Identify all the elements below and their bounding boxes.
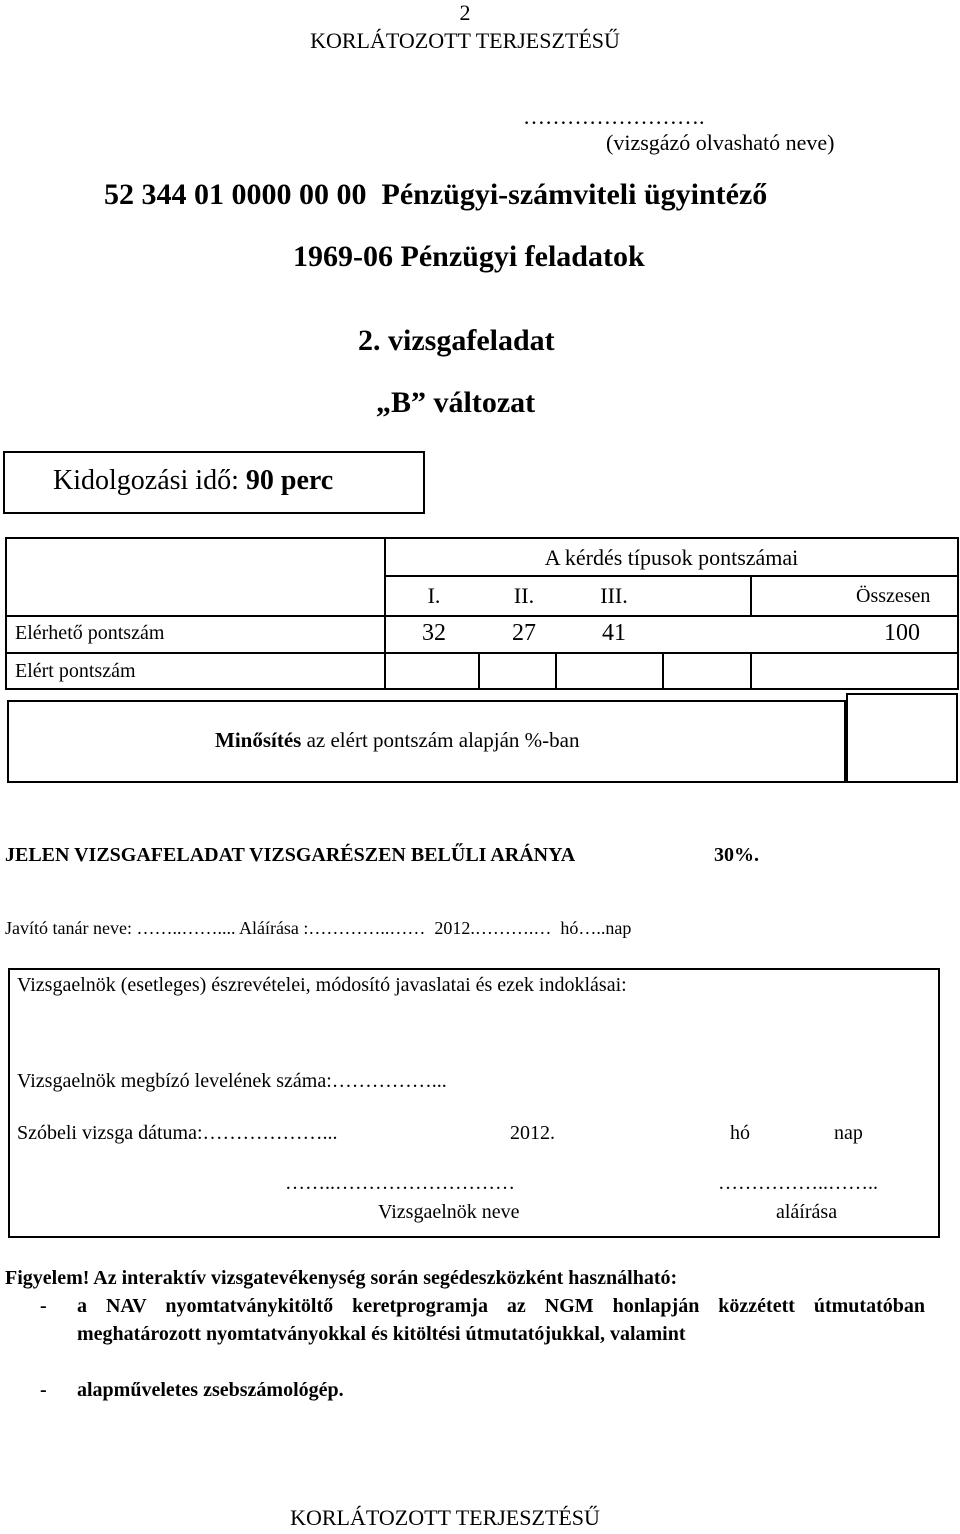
ratio-text: JELEN VIZSGAFELADAT VIZSGARÉSZEN BELŰLI ARÁNYA [5,844,576,866]
examiner-signature-label: aláírása [776,1201,838,1223]
time-box [3,451,425,514]
restriction-footer: KORLÁTOZOTT TERJESZTÉSŰ [290,1505,600,1530]
examiner-signature-dots: ……………..…….. [718,1172,878,1194]
rating-rest: az elért pontszám alapján %-ban [301,728,580,752]
candidate-name-dots: ……………………. [523,104,705,129]
row-label-max: Elérhető pontszám [15,622,165,644]
rating-box [7,700,846,783]
examiner-remarks: Vizsgaelnök (esetleges) észrevételei, módosító javaslatai és ezek indoklásai: [17,974,627,996]
notice-heading [5,1264,930,1292]
module-title: 1969-06 Pénzügyi feladatok [293,240,645,273]
time-value: 90 perc [245,465,334,496]
oral-date-month: hó [730,1122,750,1144]
examiner-name-dots: ……..……………………… [285,1172,515,1194]
qualification-title: 52 344 01 0000 00 00 Pénzügyi-számviteli ügyintéző [104,178,768,211]
variant-title: „B” változat [376,386,536,419]
max-score-2: 27 [512,620,536,646]
col-header-3: III. [600,583,628,608]
notice-title: Figyelem! [5,1267,90,1289]
examiner-box [8,968,940,1238]
restriction-header: KORLÁTOZOTT TERJESZTÉSŰ [310,28,620,53]
notice-item-2: alapműveletes zsebszámológép. [77,1379,344,1401]
notice-intro: Az interaktív vizsgatevékenység során segédeszközként használható: [89,1267,678,1289]
col-header-2: II. [513,583,535,608]
score-table-header: A kérdés típusok pontszámai [544,545,799,570]
max-score-3: 41 [602,620,626,646]
notice-dash-2: - [40,1379,47,1401]
oral-date-day: nap [834,1122,863,1144]
candidate-name-label: (vizsgázó olvasható neve) [606,130,835,155]
notice-dash-1: - [40,1295,47,1317]
rating-text [215,728,579,753]
oral-date-year: 2012. [510,1122,555,1144]
time-text [53,465,333,497]
oral-date-label: Szóbeli vizsga dátuma:………………... [17,1122,338,1144]
max-score-total: 100 [884,620,920,646]
page-number: 2 [459,0,471,25]
grader-line: Javító tanár neve: ……..…….... Aláírása :…………..…… 2012.……….… hó…..nap [5,918,632,938]
row-label-achieved: Elért pontszám [15,660,136,682]
examiner-name-label: Vizsgaelnök neve [378,1201,520,1223]
rating-value-box [846,693,958,783]
ratio-value: 30%. [714,844,759,866]
col-header-1: I. [427,583,441,608]
notice-item-1: a NAV nyomtatványkitöltő keretprogramja az NGM honlapján közzétett útmutatóban meghatározott nyomtatványokkal és kitöltési útmutatójukkal, valamint [77,1295,925,1345]
examiner-letter-number: Vizsgaelnök megbízó levelének száma:……………... [17,1070,447,1092]
time-label: Kidolgozási idő: [53,465,246,496]
max-score-1: 32 [422,620,446,646]
task-title: 2. vizsgafeladat [358,324,555,357]
rating-bold: Minősítés [215,728,302,752]
col-header-total: Összesen [856,585,931,607]
